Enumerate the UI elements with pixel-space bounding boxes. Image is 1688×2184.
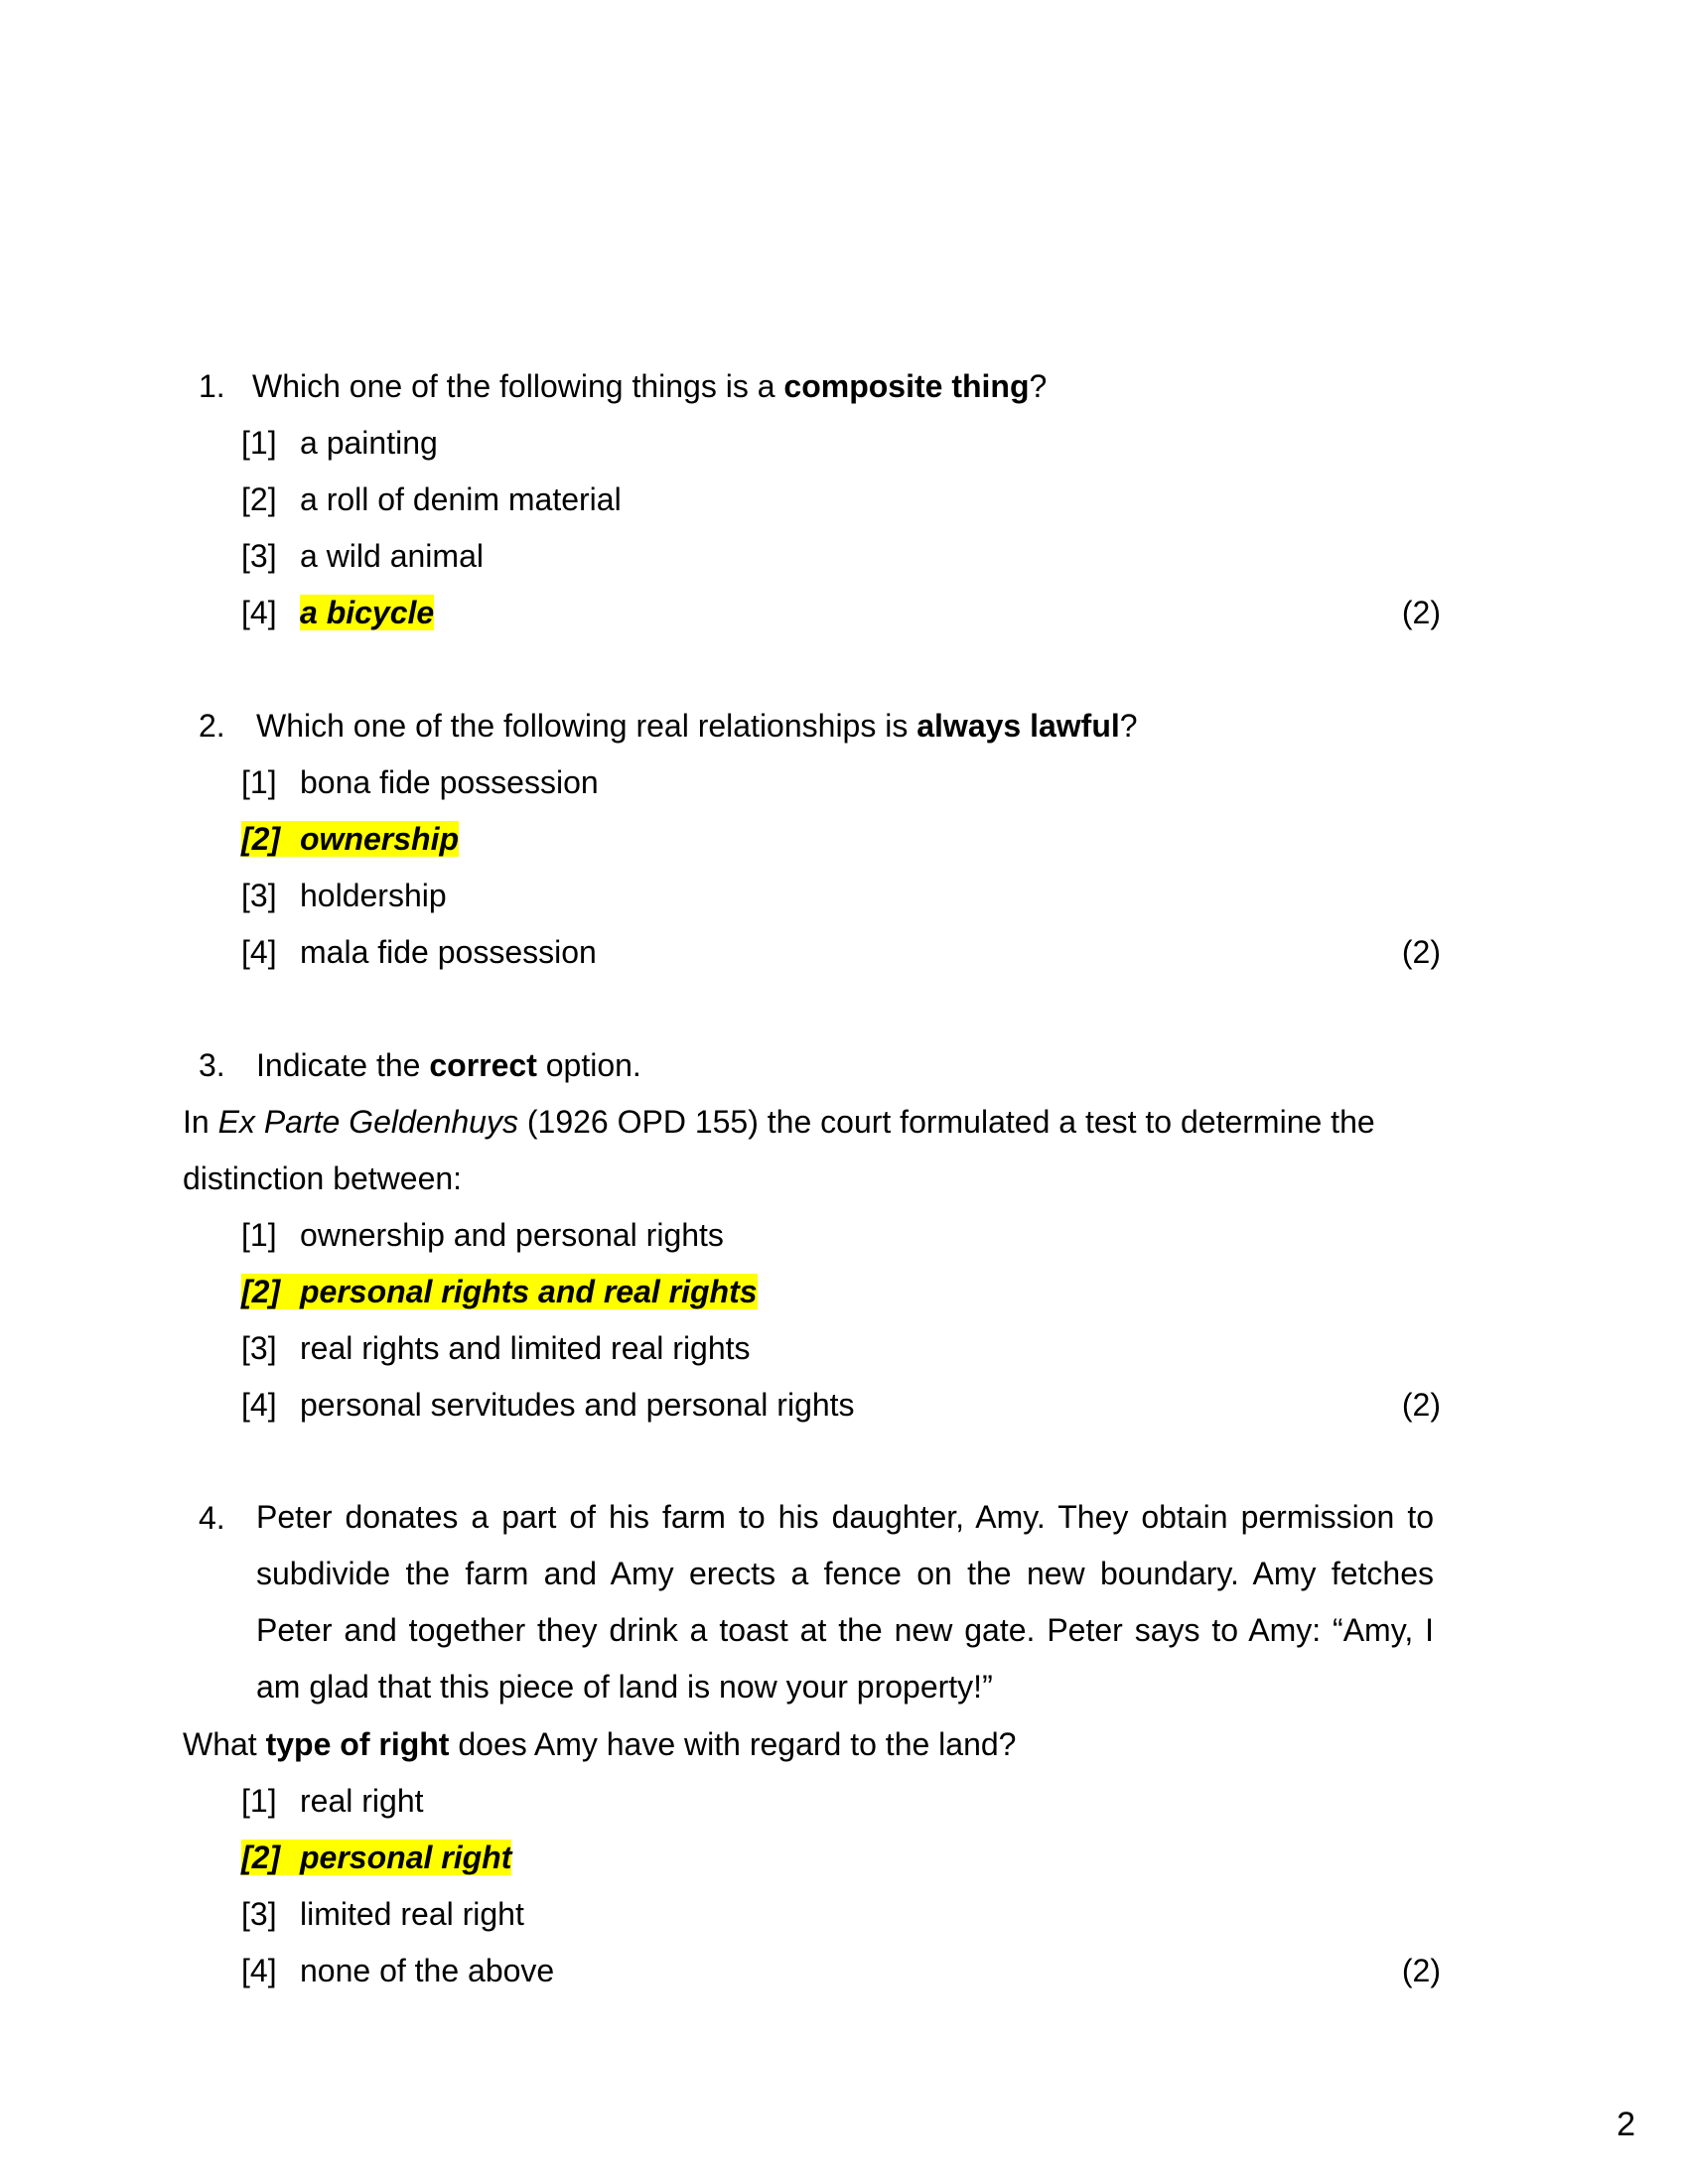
option-4: [4] a bicycle [241,595,435,630]
highlighted-answer: [2] personal rights and real rights [241,1274,758,1309]
marks: (2) [1401,1953,1441,1988]
marks: (2) [1401,934,1441,970]
option-1: [1] bona fide possession [241,764,599,800]
option-3: [3] a wild animal [241,538,484,574]
option-3: [3] limited real right [241,1896,524,1932]
option-2: [2] a roll of denim material [241,481,622,517]
question-stem: What type of right does Amy have with regard to the land? [183,1726,1017,1762]
question-number: 4. [199,1500,225,1536]
question-stem: Which one of the following things is a composite thing? [252,368,1048,404]
option-3: [3] holdership [241,878,447,913]
option-3: [3] real rights and limited real rights [241,1330,751,1366]
option-4: [4] personal servitudes and personal rights [241,1387,855,1423]
question-stem: Which one of the following real relationships is always lawful? [256,708,1138,744]
question-context: In Ex Parte Geldenhuys (1926 OPD 155) the court formulated a test to determine the [183,1104,1375,1140]
option-4: [4] mala fide possession [241,934,597,970]
option-4: [4] none of the above [241,1953,555,1988]
question-context-line2: distinction between: [183,1160,463,1196]
highlighted-answer: [2] personal right [241,1840,512,1875]
marks: (2) [1401,595,1441,630]
highlighted-answer: a bicycle [300,595,435,630]
question-number: 1. [199,368,225,404]
highlighted-answer: [2] ownership [241,821,460,857]
question-scenario: Peter donates a part of his farm to his daughter, Amy. They obtain permission to subdivide the farm and Amy erects a fence on the new boundary. Amy fetches Peter and together they drink a toast at the new gate. Peter says to Amy: “Amy, I am glad that this piece of land is now your property!” [256,1499,1434,1705]
option-1: [1] ownership and personal rights [241,1217,724,1253]
option-1: [1] a painting [241,425,438,461]
option-2 [241,1838,511,1877]
option-2 [241,1272,758,1311]
page-number: 2 [1617,2106,1635,2143]
option-2 [241,819,459,859]
marks: (2) [1401,1387,1441,1423]
question-number: 2. [199,708,225,744]
question-number: 3. [199,1047,225,1083]
question-stem: Indicate the correct option. [256,1047,641,1083]
option-1: [1] real right [241,1783,424,1819]
